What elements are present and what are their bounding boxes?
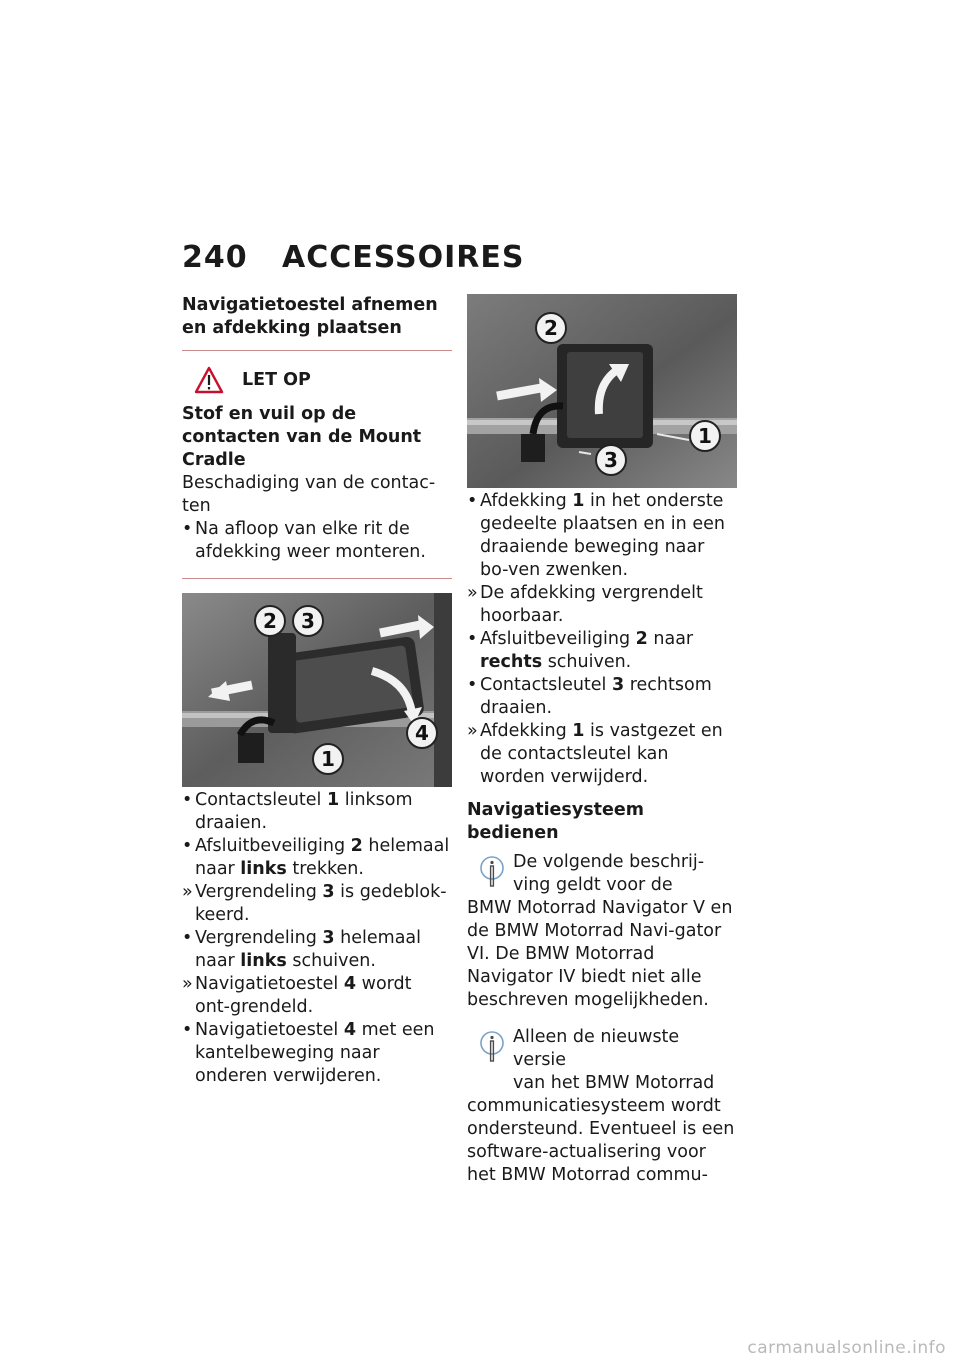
left-column [182, 294, 452, 1088]
warning-triangle-icon [194, 366, 224, 394]
figure-label: 1 [698, 424, 712, 448]
info-icon [479, 855, 505, 889]
section-heading: Navigatietoestel afnemen en afdekking plaatsen [182, 295, 438, 338]
figure-label: 3 [604, 448, 618, 472]
list-item: • Navigatietoestel 4 met een kantelbeweging naar onderen verwijderen. [182, 1020, 435, 1086]
watermark-link[interactable]: carmanualsonline.info [747, 1338, 946, 1358]
warning-bullet: • Na afloop van elke rit de afdekking weer monteren. [182, 519, 426, 562]
left-steps [182, 789, 452, 1088]
chapter-title: ACCESSOIRES [282, 240, 525, 275]
warning-box [182, 351, 452, 579]
section-heading-2: Navigatiesysteem bedienen [467, 800, 645, 843]
figure-label: 4 [415, 721, 429, 745]
figure-label: 3 [301, 609, 315, 633]
list-item: » Vergrendeling 3 is gedeblok-keerd. [182, 882, 447, 925]
info-note: Alleen de nieuwste versie van het BMW Motorrad communicatiesysteem wordt ondersteund. Eventueel is een software-actualisering voor het BMW Motorrad commu- [467, 1027, 735, 1185]
info-note: De volgende beschrij- ving geldt voor de BMW Motorrad Navigator V en de BMW Motorrad Navi-gator VI. De BMW Motorrad Navigator IV biedt niet alle beschreven mogelijkheden. [467, 852, 733, 1010]
warning-subtitle: Stof en vuil op de contacten van de Mount Cradle [182, 404, 422, 470]
figure-fit-cover [467, 294, 737, 488]
list-item: » Afdekking 1 is vastgezet en de contactsleutel kan worden verwijderd. [467, 721, 723, 787]
list-item: • Contactsleutel 3 rechtsom draaien. [467, 675, 712, 718]
right-steps [467, 490, 737, 789]
list-item: • Afdekking 1 in het onderste gedeelte plaatsen en in een draaiende beweging naar bo-ven zwenken. [467, 491, 725, 580]
list-item: • Afsluitbeveiliging 2 naar rechts schuiven. [467, 629, 694, 672]
list-item: » Navigatietoestel 4 wordt ont-grendeld. [182, 974, 412, 1017]
warning-text: Beschadiging van de contac-ten [182, 473, 436, 516]
list-item: » De afdekking vergrendelt hoorbaar. [467, 583, 703, 626]
footer [0, 1336, 960, 1362]
info-icon [479, 1030, 505, 1064]
list-item: • Vergrendeling 3 helemaal naar links schuiven. [182, 928, 421, 971]
figure-label: 2 [263, 609, 277, 633]
figure-remove-navigator [182, 593, 452, 787]
warning-bullet-text: Na afloop van elke rit de afdekking weer monteren. [195, 519, 426, 562]
figure-label: 2 [544, 316, 558, 340]
warning-title: LET OP [242, 369, 311, 390]
list-item: • Afsluitbeveiliging 2 helemaal naar links trekken. [182, 836, 450, 879]
right-column [467, 294, 737, 1187]
figure-label: 1 [321, 747, 335, 771]
list-item: • Contactsleutel 1 linksom draaien. [182, 790, 413, 833]
page-number: 240 [182, 240, 248, 275]
